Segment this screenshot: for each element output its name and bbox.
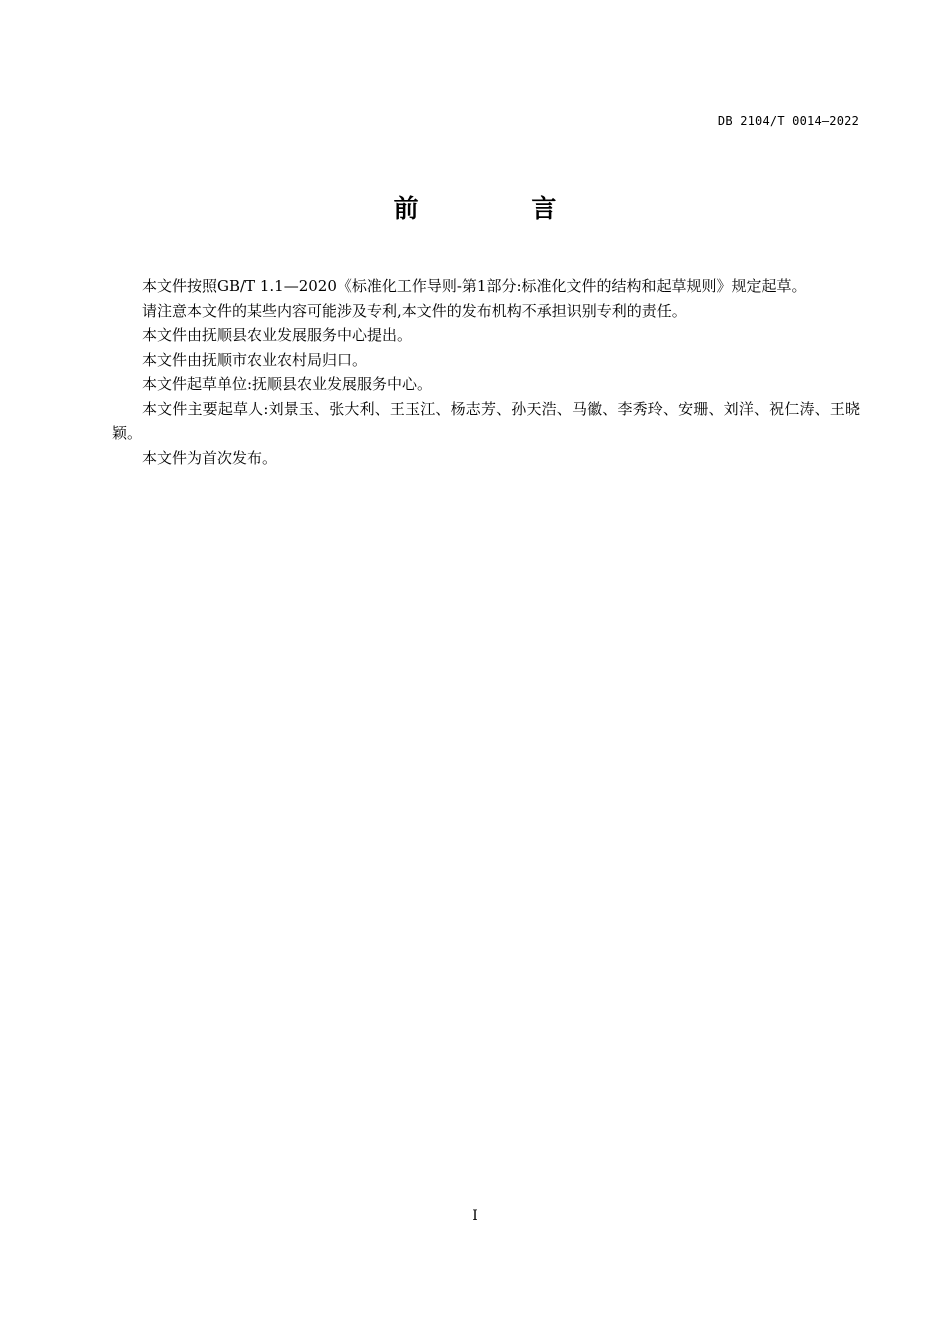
- paragraph-first-release: 本文件为首次发布。: [142, 448, 278, 467]
- paragraph-centralized-unit: 本文件由抚顺市农业农村局归口。: [142, 350, 368, 369]
- paragraph-drafting-rules: 本文件按照GB/T 1.1—2020《标准化工作导则-第1部分:标准化文件的结构和起草规则》规定起草。: [142, 277, 807, 295]
- page-title: 前 言: [393, 194, 609, 223]
- paragraph-proposer: 本文件由抚顺县农业发展服务中心提出。: [142, 326, 413, 344]
- page-number: I: [472, 1208, 478, 1224]
- document-code: DB 2104/T 0014—2022: [717, 114, 859, 128]
- foreword-body: [112, 274, 860, 470]
- paragraph-drafting-unit: 本文件起草单位:抚顺县农业发展服务中心。: [142, 375, 433, 393]
- paragraph-patent-notice: 请注意本文件的某些内容可能涉及专利,本文件的发布机构不承担识别专利的责任。: [142, 301, 687, 320]
- paragraph-drafters: 本文件主要起草人:刘景玉、张大利、王玉江、杨志芳、孙天浩、马徽、李秀玲、安珊、刘洋、祝仁涛、王晓颖。: [112, 399, 860, 442]
